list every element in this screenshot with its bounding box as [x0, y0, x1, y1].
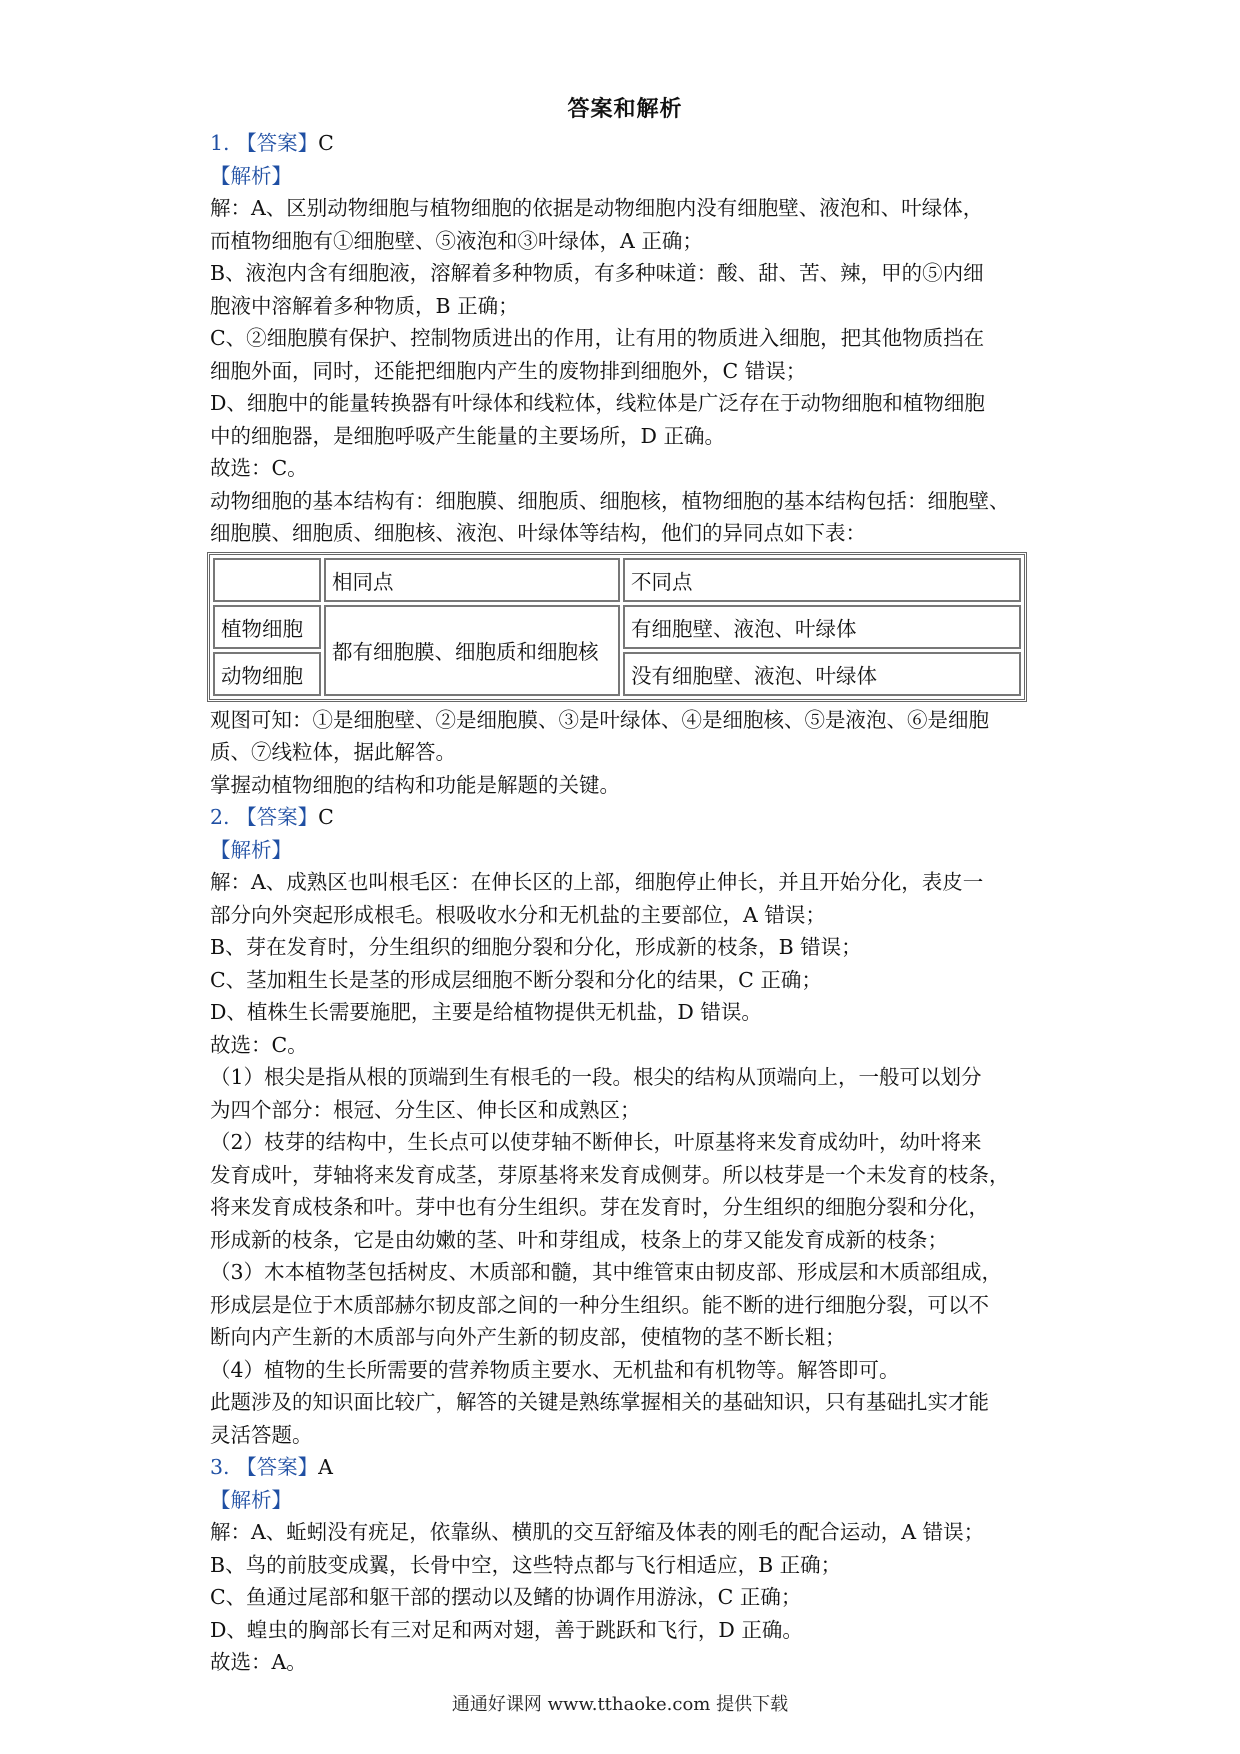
table-row	[213, 558, 1021, 602]
q2-line: （1）根尖是指从根的顶端到生有根毛的一段。根尖的结构从顶端向上，一般可以划分	[210, 1065, 982, 1089]
q3-line: 解：A、蚯蚓没有疣足，依靠纵、横肌的交互舒缩及体表的刚毛的配合运动，A 错误；	[210, 1520, 985, 1544]
q2-line: （4）植物的生长所需要的营养物质主要水、无机盐和有机物等。解答即可。	[210, 1357, 900, 1382]
q3-line: C、鱼通过尾部和躯干部的摆动以及鳍的协调作用游泳，C 正确；	[210, 1585, 802, 1609]
q1-line: 中的细胞器，是细胞呼吸产生能量的主要场所，D 正确。	[210, 423, 725, 448]
q1-line: 而植物细胞有①细胞壁、⑤液泡和③叶绿体，A 正确；	[210, 228, 703, 253]
q2-line: 形成层是位于木质部赫尔韧皮部之间的一种分生组织。能不断的进行细胞分裂，可以不	[210, 1292, 989, 1317]
q3-answer-line	[210, 1451, 1040, 1484]
q2-line: 部分向外突起形成根毛。根吸收水分和无机盐的主要部位，A 错误；	[210, 902, 826, 927]
table-header-diff: 不同点	[623, 558, 1021, 602]
q2-answer-line	[210, 801, 1040, 834]
table-cell-plant-diff: 有细胞壁、液泡、叶绿体	[623, 605, 1021, 649]
table-row-label-animal: 动物细胞	[213, 652, 321, 696]
q1-line: 细胞膜、细胞质、细胞核、液泡、叶绿体等结构，他们的异同点如下表：	[210, 521, 866, 545]
cell-comparison-table	[207, 552, 1027, 702]
table-row	[213, 605, 1021, 649]
q1-answer-value: C	[318, 131, 334, 155]
document-title: 答案和解析	[567, 96, 683, 122]
q1-after-line: 掌握动植物细胞的结构和功能是解题的关键。	[210, 772, 620, 797]
q3-answer-label: 3. 【答案】	[210, 1455, 319, 1479]
q1-line: 动物细胞的基本结构有：细胞膜、细胞质、细胞核，植物细胞的基本结构包括：细胞壁、	[210, 488, 1010, 513]
table-header-same: 相同点	[324, 558, 620, 602]
q2-line: 将来发育成枝条和叶。芽中也有分生组织。芽在发育时，分生组织的细胞分裂和分化，	[210, 1195, 989, 1219]
q1-line: 故选：C。	[210, 456, 308, 480]
q2-line: B、芽在发育时，分生组织的细胞分裂和分化，形成新的枝条，B 错误；	[210, 935, 862, 959]
answer-document	[210, 92, 1040, 1679]
q2-line: 故选：C。	[210, 1032, 308, 1057]
table-cell-empty	[213, 558, 321, 602]
q1-answer-label: 1. 【答案】	[210, 131, 319, 155]
q2-line: C、茎加粗生长是茎的形成层细胞不断分裂和分化的结果，C 正确；	[210, 967, 822, 992]
q3-line: D、蝗虫的胸部长有三对足和两对翅，善于跳跃和飞行，D 正确。	[210, 1617, 803, 1642]
q2-line: 形成新的枝条，它是由幼嫩的茎、叶和芽组成，枝条上的芽又能发育成新的枝条；	[210, 1227, 948, 1252]
q2-line: D、植株生长需要施肥，主要是给植物提供无机盐，D 错误。	[210, 1000, 762, 1024]
q2-line: 解：A、成熟区也叫根毛区：在伸长区的上部，细胞停止伸长，并且开始分化，表皮一	[210, 870, 984, 894]
q1-line: 胞液中溶解着多种物质，B 正确；	[210, 293, 519, 318]
q1-analysis-label: 【解析】	[210, 163, 292, 188]
q3-line: 故选：A。	[210, 1650, 307, 1674]
q1-after-line: 质、⑦线粒体，据此解答。	[210, 740, 456, 764]
q1-after-line: 观图可知：①是细胞壁、②是细胞膜、③是叶绿体、④是细胞核、⑤是液泡、⑥是细胞	[210, 707, 989, 732]
q1-line: C、②细胞膜有保护、控制物质进出的作用，让有用的物质进入细胞，把其他物质挡在	[210, 326, 985, 350]
q2-line: （2）枝芽的结构中，生长点可以使芽轴不断伸长，叶原基将来发育成幼叶，幼叶将来	[210, 1130, 982, 1154]
table-cell-animal-diff: 没有细胞壁、液泡、叶绿体	[623, 652, 1021, 696]
q1-line: B、液泡内含有细胞液，溶解着多种物质，有多种味道：酸、甜、苦、辣，甲的⑤内细	[210, 261, 984, 285]
q2-line: 为四个部分：根冠、分生区、伸长区和成熟区；	[210, 1097, 641, 1122]
q2-line: 此题涉及的知识面比较广，解答的关键是熟练掌握相关的基础知识，只有基础扎实才能	[210, 1390, 989, 1414]
q3-line: B、鸟的前肢变成翼，长骨中空，这些特点都与飞行相适应，B 正确；	[210, 1552, 842, 1577]
q2-analysis-label: 【解析】	[210, 837, 292, 862]
table-row-label-plant: 植物细胞	[213, 605, 321, 649]
q1-answer-line	[210, 127, 1040, 160]
q2-line: 灵活答题。	[210, 1422, 313, 1447]
q2-line: 发育成叶，芽轴将来发育成茎，芽原基将来发育成侧芽。所以枝芽是一个未发育的枝条，	[210, 1162, 1010, 1187]
q3-answer-value: A	[318, 1455, 333, 1479]
page-footer: 通通好课网 www.tthaoke.com 提供下载	[451, 1694, 789, 1715]
table-cell-same: 都有细胞膜、细胞质和细胞核	[324, 605, 620, 696]
q2-answer-label: 2. 【答案】	[210, 805, 319, 829]
q1-line: D、细胞中的能量转换器有叶绿体和线粒体，线粒体是广泛存在于动物细胞和植物细胞	[210, 391, 985, 415]
q1-line: 细胞外面，同时，还能把细胞内产生的废物排到细胞外，C 错误；	[210, 358, 807, 383]
q2-line: 断向内产生新的木质部与向外产生新的韧皮部，使植物的茎不断长粗；	[210, 1325, 846, 1349]
q2-line: （3）木本植物茎包括树皮、木质部和髓，其中维管束由韧皮部、形成层和木质部组成，	[210, 1260, 1003, 1284]
q1-line: 解：A、区别动物细胞与植物细胞的依据是动物细胞内没有细胞壁、液泡和、叶绿体，	[210, 196, 984, 220]
q2-answer-value: C	[318, 805, 334, 829]
q3-analysis-label: 【解析】	[210, 1487, 292, 1512]
